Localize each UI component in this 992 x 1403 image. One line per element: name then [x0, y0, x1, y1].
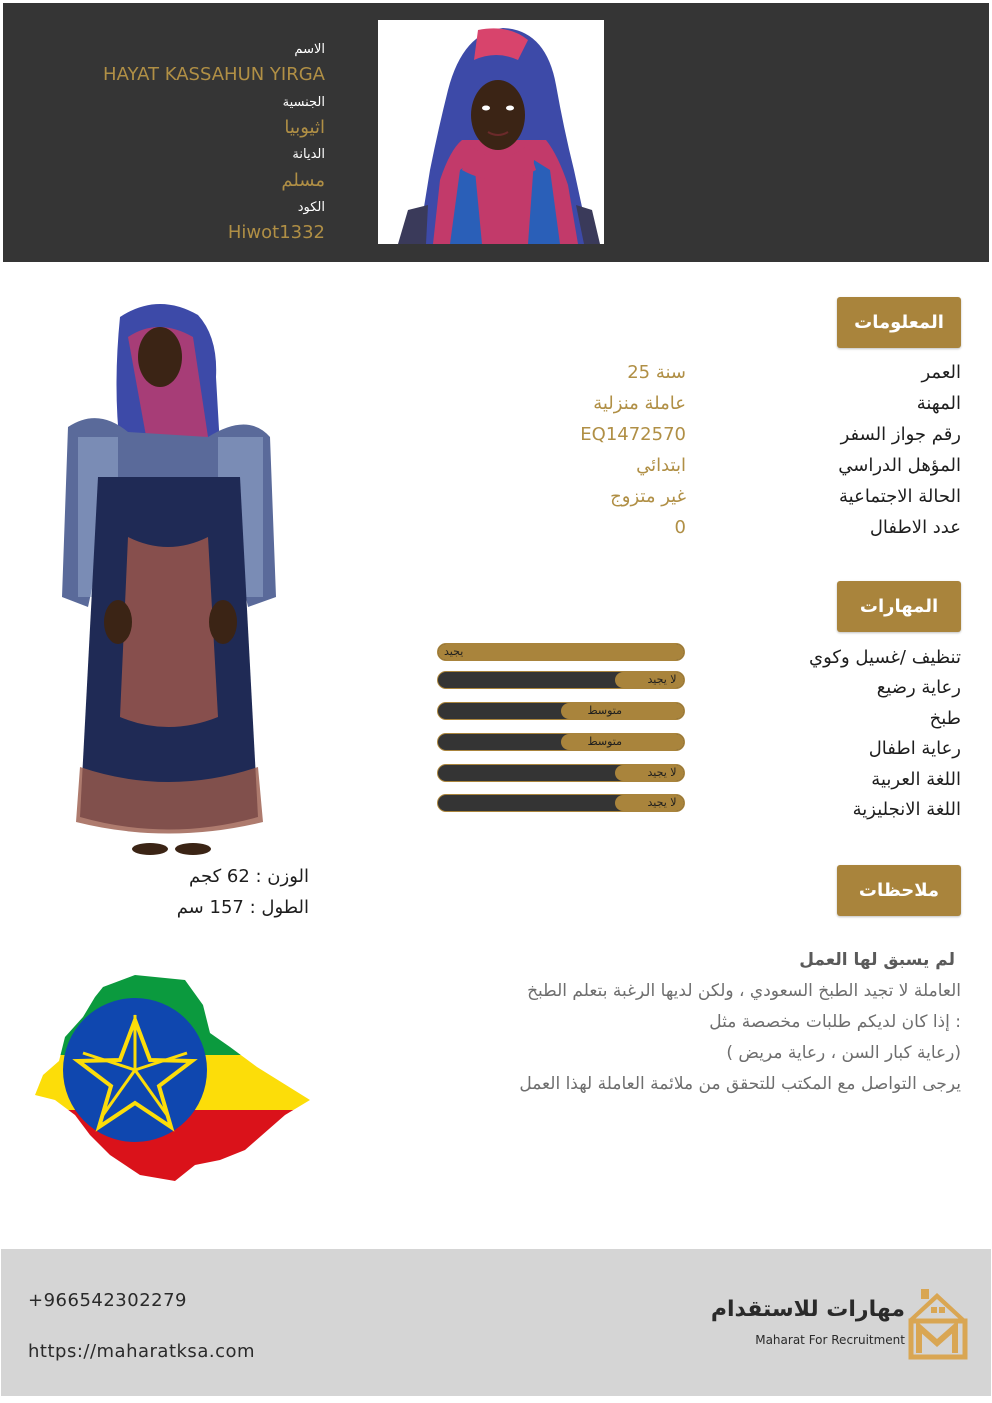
- skill-level-bar: [437, 671, 685, 689]
- height-stat: الطول : 157 سم: [176, 897, 309, 918]
- nationality-value: اثيوبيا: [284, 117, 325, 138]
- skill-label: اللغة العربية: [871, 769, 961, 790]
- notes-line-4: يرجى التواصل مع المكتب للتحقق من ملائمة العاملة لهذا العمل: [519, 1074, 961, 1094]
- info-label: المهنة: [916, 393, 961, 414]
- notes-line-1: العاملة لا تجيد الطبخ السعودي ، ولكن لديها الرغبة بتعلم الطبخ: [527, 981, 961, 1001]
- notes-line-2: إذا كان لديكم طلبات مخصصة مثل :: [709, 1012, 961, 1032]
- info-label: المؤهل الدراسي: [838, 455, 961, 476]
- website-link[interactable]: https://maharatksa.com: [28, 1341, 256, 1362]
- skill-level-bar: [437, 764, 685, 782]
- house-m-logo-icon: [907, 1285, 969, 1361]
- skill-label: طبخ: [929, 708, 961, 729]
- info-label: الحالة الاجتماعية: [839, 486, 961, 507]
- skill-level-text: لا يجيد: [647, 766, 677, 779]
- skill-level-bar: [437, 643, 685, 661]
- name-label: الاسم: [294, 42, 325, 57]
- skill-label: تنظيف /غسيل وكوي: [809, 647, 961, 668]
- religion-value: مسلم: [281, 170, 325, 191]
- religion-label: الديانة: [292, 147, 325, 162]
- info-value: 0: [674, 517, 686, 538]
- code-label: الكود: [297, 200, 325, 215]
- skill-level-fill: [438, 644, 684, 660]
- weight-stat: الوزن : 62 كجم: [189, 866, 309, 887]
- logo-text-en: Maharat For Recruitment: [755, 1333, 905, 1347]
- company-logo: [710, 1285, 969, 1361]
- nationality-label: الجنسية: [282, 95, 325, 110]
- skill-level-fill: [561, 734, 684, 750]
- skill-level-text: متوسط: [587, 735, 622, 748]
- phone-number[interactable]: +966542302279: [28, 1290, 188, 1311]
- footer-bar: [1, 1249, 991, 1396]
- info-heading: المعلومات: [837, 297, 961, 348]
- code-value: Hiwot1332: [227, 222, 325, 243]
- info-value: ابتدائي: [636, 455, 686, 476]
- skill-label: رعاية اطفال: [868, 738, 961, 759]
- name-value: HAYAT KASSAHUN YIRGA: [103, 64, 325, 85]
- info-label: رقم جواز السفر: [840, 424, 961, 445]
- skill-level-text: يجيد: [444, 645, 464, 658]
- skill-level-text: لا يجيد: [647, 796, 677, 809]
- logo-text-ar: مهارات للاستقدام: [710, 1297, 905, 1322]
- info-label: عدد الاطفال: [869, 517, 961, 538]
- full-body-photo: [58, 297, 280, 859]
- skill-label: رعاية رضيع: [876, 677, 961, 698]
- info-value: EQ1472570: [580, 424, 686, 445]
- info-label: العمر: [921, 362, 961, 383]
- notes-heading: ملاحظات: [837, 865, 961, 916]
- notes-line-3: ( رعاية كبار السن ، رعاية مريض): [726, 1043, 961, 1063]
- skill-label: اللغة الانجليزية: [852, 799, 961, 820]
- portrait-photo: [378, 20, 604, 244]
- skill-level-bar: [437, 702, 685, 720]
- info-value: 25 سنة: [627, 362, 686, 383]
- skill-level-fill: [561, 703, 684, 719]
- skill-level-text: متوسط: [587, 704, 622, 717]
- ethiopia-flag-map: [35, 975, 311, 1181]
- notes-title: لم يسبق لها العمل: [799, 950, 955, 970]
- info-value: عاملة منزلية: [593, 393, 686, 414]
- skill-level-bar: [437, 733, 685, 751]
- skills-heading: المهارات: [837, 581, 961, 632]
- info-value: غير متزوج: [610, 486, 686, 507]
- skill-level-bar: [437, 794, 685, 812]
- skill-level-text: لا يجيد: [647, 673, 677, 686]
